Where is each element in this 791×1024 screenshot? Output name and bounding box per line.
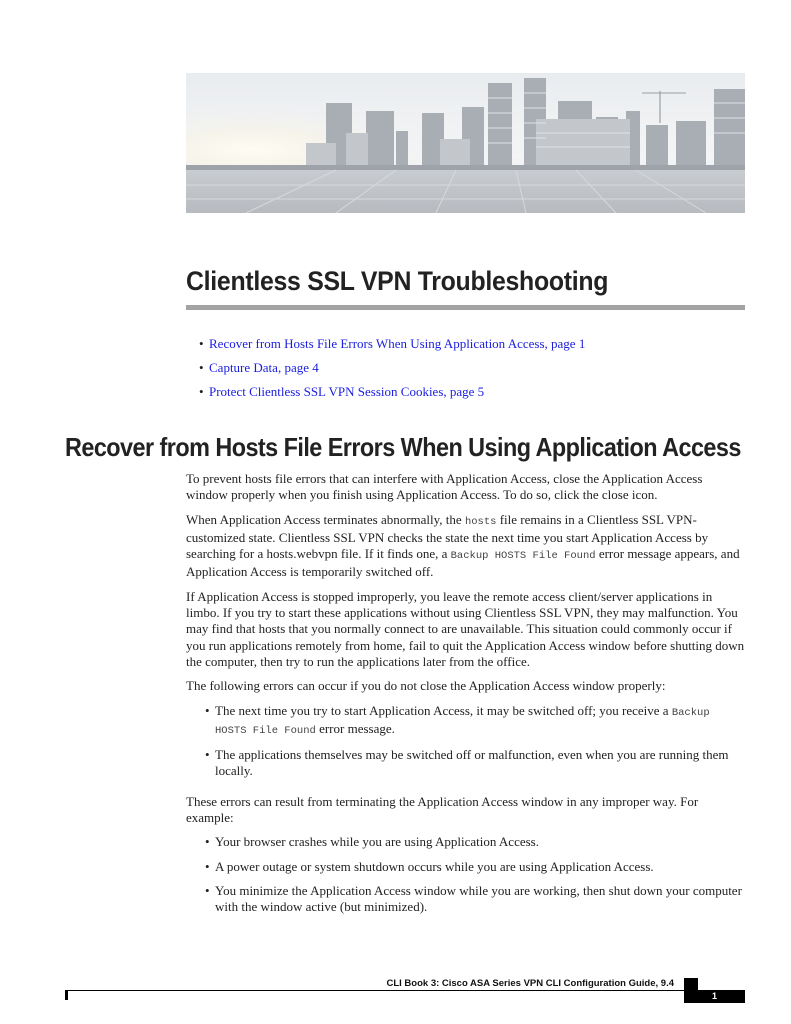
toc-item (199, 336, 739, 360)
errors-list (186, 703, 746, 780)
page-number: 1 (684, 990, 745, 1003)
footer-rule (65, 990, 725, 991)
paragraph: If Application Access is stopped improperly, you leave the remote access client/server applications in limbo. If you try to start these applications without using Clientless SSL VPN, they may malfunction. You may find that hosts that you normally connect to are unavailable. This situation could commonly occur if you run applications remotely from home, fail to quit the Application Access window before shutting down the computer, then try to run the applications later from the office. (186, 588, 745, 669)
code-error-message: Backup HOSTS File Found (450, 550, 596, 563)
list-item-text: error message. (315, 720, 395, 736)
list-item: • Your browser crashes while you are using Application Access. (186, 834, 746, 850)
toc-item (199, 384, 739, 408)
code-error-message: Backup HOSTS File Found (215, 706, 710, 737)
footer-marker (684, 978, 698, 990)
toc-item (199, 360, 739, 384)
bullet: • (199, 384, 204, 399)
code-hosts: hosts (464, 515, 497, 528)
list-item-text: The next time you try to start Application Access, it may be switched off; you receive a (215, 702, 672, 718)
paragraph-text: error message appears, and Application Access is temporarily switched off. (186, 546, 740, 580)
examples-list (186, 834, 746, 915)
chapter-toc (199, 336, 739, 408)
list-item (186, 703, 746, 740)
list-item: • The applications themselves may be switched off or malfunction, even when you are running them locally. (186, 747, 746, 780)
bullet: • (199, 360, 204, 375)
toc-link-recover-hosts[interactable]: Recover from Hosts File Errors When Using Application Access, page 1 (209, 336, 586, 351)
section-body (186, 471, 746, 924)
footer-book-title: CLI Book 3: Cisco ASA Series VPN CLI Configuration Guide, 9.4 (386, 978, 674, 989)
section-heading: Recover from Hosts File Errors When Using Application Access (65, 432, 741, 462)
paragraph: These errors can result from terminating the Application Access window in any improper way. For example: (186, 793, 699, 826)
list-item: • You minimize the Application Access window while you are working, then shut down your computer with the window active (but minimized). (186, 883, 746, 916)
chapter-title: Clientless SSL VPN Troubleshooting (186, 266, 609, 296)
paragraph (186, 512, 746, 581)
toc-link-protect-cookies[interactable]: Protect Clientless SSL VPN Session Cookies, page 5 (209, 384, 485, 399)
header-skyline-image (186, 73, 745, 213)
title-rule (186, 305, 745, 310)
paragraph: To prevent hosts file errors that can interfere with Application Access, close the Application Access window properly when you finish using Application Access. To do so, click the close icon. (186, 471, 703, 503)
paragraph-text: When Application Access terminates abnormally, the (186, 511, 465, 527)
paragraph-text: file remains in a Clientless SSL VPN-customized state. Clientless SSL VPN checks the state the next time you start Application Access by searching for a hosts.webvpn file. If it finds one, a (186, 511, 709, 562)
list-item: • A power outage or system shutdown occurs while you are using Application Access. (186, 859, 746, 875)
bullet: • (199, 336, 204, 351)
footer-tick (65, 991, 68, 1000)
paragraph: The following errors can occur if you do not close the Application Access window properly: (186, 678, 666, 694)
toc-link-capture-data[interactable]: Capture Data, page 4 (209, 360, 319, 375)
